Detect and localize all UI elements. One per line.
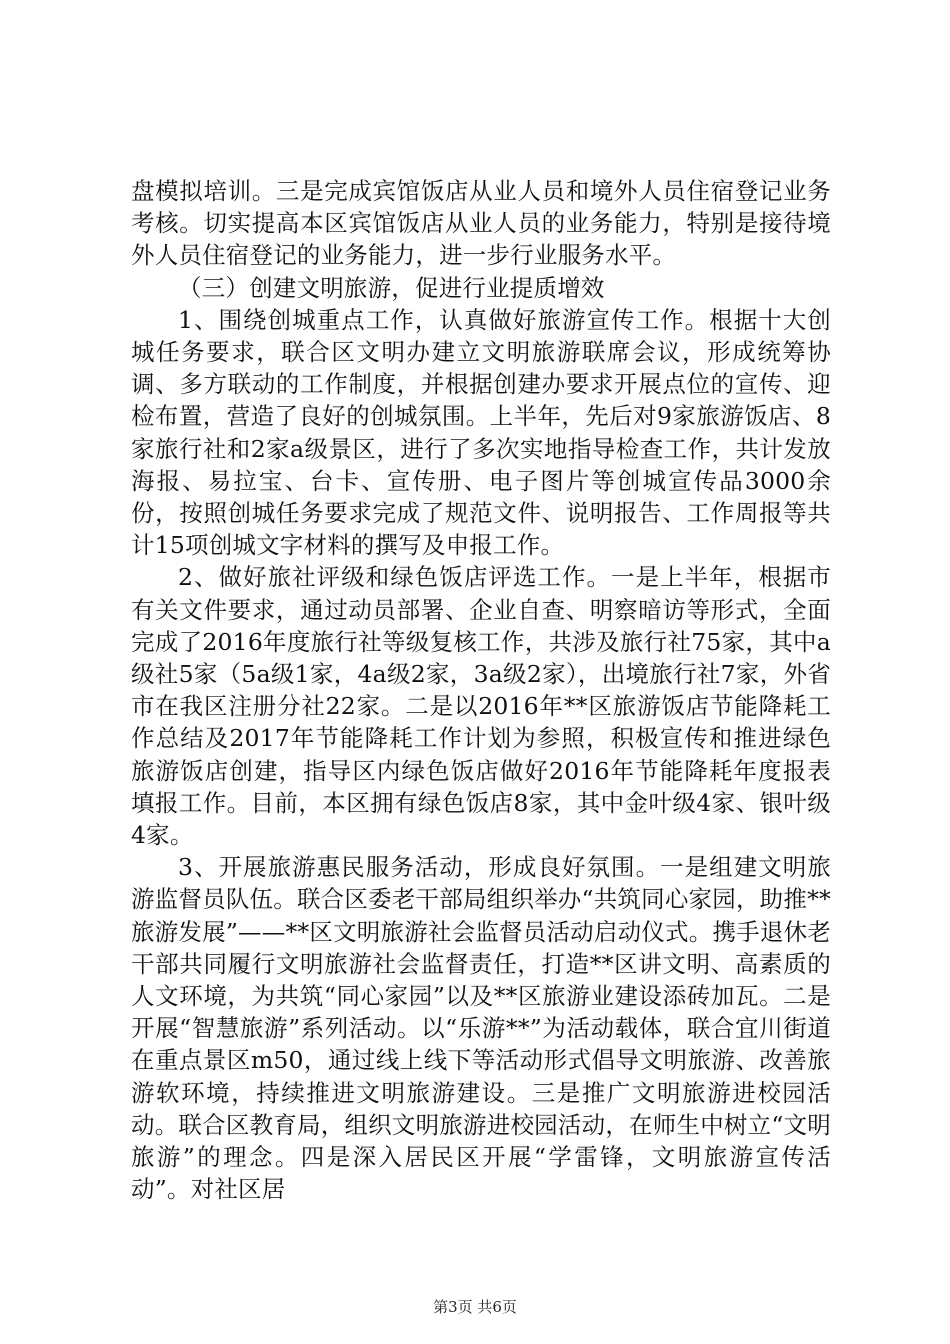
document-body: [131, 175, 831, 1206]
page-footer: 第3页 共6页: [433, 1298, 517, 1316]
section-heading: （三）创建文明旅游，促进行业提质增效: [178, 273, 605, 302]
paragraph-continuation: 盘模拟培训。三是完成宾馆饭店从业人员和境外人员住宿登记业务考核。切实提高本区宾馆饭店从业人员的业务能力，特别是接待境外人员住宿登记的业务能力，进一步行业服务水平。: [131, 177, 831, 270]
paragraph-item-2: 2、做好旅社评级和绿色饭店评选工作。一是上半年，根据市有关文件要求，通过动员部署、企业自查、明察暗访等形式，全面完成了2016年度旅行社等级复核工作，共涉及旅行社75家，其中a级社5家（5a级1家，4a级2家，3a级2家），出境旅行社7家，外省市在我区注册分社22家。二是以2016年**区旅游饭店节能降耗工作总结及2017年节能降耗工作计划为参照，积极宣传和推进绿色旅游饭店创建，指导区内绿色饭店做好2016年节能降耗年度报表填报工作。目前，本区拥有绿色饭店8家，其中金叶级4家、银叶级4家。: [131, 563, 831, 850]
paragraph-item-3: 3、开展旅游惠民服务活动，形成良好氛围。一是组建文明旅游监督员队伍。联合区委老干部局组织举办“共筑同心家园，助推**旅游发展”——**区文明旅游社会监督员活动启动仪式。携手退休老干部共同履行文明旅游社会监督责任，打造**区讲文明、高素质的人文环境，为共筑“同心家园”以及**区旅游业建设添砖加瓦。二是开展“智慧旅游”系列活动。以“乐游**”为活动载体，联合宜川街道在重点景区m50，通过线上线下等活动形式倡导文明旅游、改善旅游软环境，持续推进文明旅游建设。三是推广文明旅游进校园活动。联合区教育局，组织文明旅游进校园活动，在师生中树立“文明旅游”的理念。四是深入居民区开展“学雷锋，文明旅游宣传活动”。对社区居: [131, 853, 831, 1204]
paragraph-item-1: 1、围绕创城重点工作，认真做好旅游宣传工作。根据十大创城任务要求，联合区文明办建立文明旅游联席会议，形成统筹协调、多方联动的工作制度，并根据创建办要求开展点位的宣传、迎检布置，营造了良好的创城氛围。上半年，先后对9家旅游饭店、8家旅行社和2家a级景区，进行了多次实地指导检查工作，共计发放海报、易拉宝、台卡、宣传册、电子图片等创城宣传品3000余份，按照创城任务要求完成了规范文件、说明报告、工作周报等共计15项创城文字材料的撰写及申报工作。: [131, 305, 831, 560]
